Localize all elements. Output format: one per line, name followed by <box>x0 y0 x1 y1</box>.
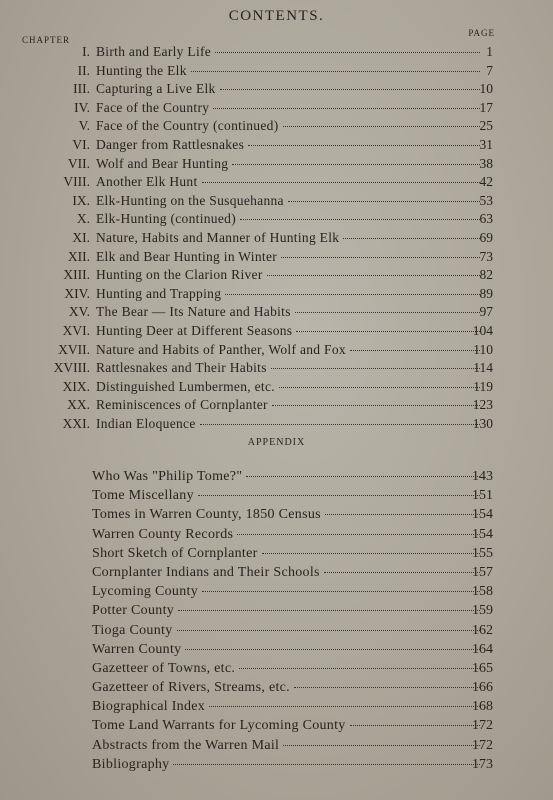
chapter-title: Birth and Early Life <box>96 44 212 59</box>
dot-leader <box>191 70 480 72</box>
dot-leader <box>262 552 480 554</box>
appendix-entry <box>92 736 484 755</box>
appendix-title: Cornplanter Indians and Their Schools <box>92 564 320 580</box>
chapter-number: XXI. <box>62 415 90 431</box>
chapter-number: VI. <box>72 136 90 152</box>
appendix-title: Tome Land Warrants for Lycoming County <box>92 718 346 734</box>
chapter-title: Elk-Hunting (continued) <box>96 211 236 227</box>
chapter-page-number: 82 <box>479 267 493 283</box>
dot-leader <box>202 181 480 183</box>
chapter-row <box>0 378 553 397</box>
dot-leader <box>173 763 480 765</box>
chapter-page-number: 69 <box>479 229 493 245</box>
appendix-title: Gazetteer of Towns, etc. <box>92 660 236 676</box>
appendix-title: Bibliography <box>92 756 170 772</box>
chapter-entry <box>96 303 484 322</box>
appendix-title: Who Was "Philip Tome?" <box>92 469 243 484</box>
appendix-row <box>0 640 553 659</box>
dot-leader <box>198 494 480 496</box>
appendix-page-number: 165 <box>472 660 493 676</box>
chapter-row <box>0 285 553 304</box>
appendix-entry <box>92 640 484 659</box>
dot-leader <box>271 367 480 369</box>
chapter-row <box>0 322 553 341</box>
chapter-title: Hunting on the Clarion River <box>96 267 263 283</box>
appendix-row <box>0 486 553 505</box>
dot-leader <box>350 724 480 726</box>
appendix-entry <box>92 582 484 601</box>
chapter-page-number: 53 <box>479 192 493 208</box>
chapter-title: Capturing a Live Elk <box>96 81 216 97</box>
appendix-entry <box>92 486 484 505</box>
chapter-page-number: 31 <box>479 136 493 152</box>
chapter-number: XVIII. <box>53 360 90 376</box>
chapter-number: IX. <box>72 192 90 208</box>
dot-leader <box>225 293 480 295</box>
chapter-page-number: 114 <box>473 360 493 376</box>
chapter-row <box>0 396 553 415</box>
appendix-row <box>0 582 553 601</box>
chapter-entry <box>96 359 484 378</box>
chapter-entry <box>96 285 484 304</box>
dot-leader <box>232 163 480 165</box>
chapter-column-header: CHAPTER <box>22 35 71 45</box>
appendix-entry <box>92 505 484 524</box>
chapter-page-number: 104 <box>472 322 493 338</box>
dot-leader <box>281 256 480 258</box>
dot-leader <box>248 144 480 146</box>
dot-leader <box>295 311 480 313</box>
chapter-number: XII. <box>67 248 90 264</box>
chapter-number: IV. <box>74 99 90 115</box>
appendix-page-number: 155 <box>472 545 493 561</box>
chapter-row <box>0 43 553 62</box>
dot-leader <box>279 386 480 388</box>
appendix-row <box>0 467 553 486</box>
chapter-entry <box>96 322 484 341</box>
chapter-number: XIV. <box>64 285 90 301</box>
chapter-title: Elk-Hunting on the Susquehanna <box>96 192 284 208</box>
appendix-title: Tomes in Warren County, 1850 Census <box>92 507 321 523</box>
appendix-title: Biographical Index <box>92 699 206 715</box>
appendix-page-number: 164 <box>472 641 493 657</box>
appendix-page-number: 143 <box>472 469 493 484</box>
dot-leader <box>215 51 480 53</box>
chapter-number: XVII. <box>58 341 90 357</box>
chapter-entry <box>96 117 484 136</box>
chapter-entry <box>96 396 484 415</box>
chapter-number: XI. <box>72 229 90 245</box>
chapter-page-number: 42 <box>479 174 493 190</box>
chapter-row <box>0 173 553 192</box>
appendix-title: Tome Miscellany <box>92 488 194 504</box>
appendix-row <box>0 505 553 524</box>
chapter-title: Indian Eloquence <box>96 415 196 431</box>
chapter-number: V. <box>78 118 90 134</box>
chapter-page-number: 73 <box>479 248 493 264</box>
chapter-row <box>0 415 553 434</box>
dot-leader <box>288 200 480 202</box>
appendix-entry <box>92 563 484 582</box>
appendix-row <box>0 755 553 774</box>
chapter-entry <box>96 43 484 62</box>
chapter-row <box>0 266 553 285</box>
dot-leader <box>177 629 481 631</box>
chapter-page-number: 10 <box>479 81 493 97</box>
appendix-title: Warren County Records <box>92 526 234 542</box>
dot-leader <box>283 744 480 746</box>
appendix-row <box>0 621 553 640</box>
dot-leader <box>294 686 480 688</box>
chapter-entry <box>96 62 484 81</box>
appendix-row <box>0 716 553 735</box>
chapter-number: VII. <box>67 155 90 171</box>
chapter-page-number: 123 <box>472 397 493 413</box>
dot-leader <box>325 513 480 515</box>
appendix-row <box>0 697 553 716</box>
page-title: CONTENTS. <box>228 8 325 24</box>
chapter-entry <box>96 415 484 434</box>
appendix-page-number: 154 <box>472 526 493 542</box>
appendix-header: APPENDIX <box>247 437 306 448</box>
chapter-row <box>0 303 553 322</box>
chapter-page-number: 7 <box>486 62 493 78</box>
dot-leader <box>283 125 481 127</box>
chapter-page-number: 110 <box>473 341 493 357</box>
dot-leader <box>272 404 480 406</box>
appendix-title: Gazetteer of Rivers, Streams, etc. <box>92 680 290 696</box>
appendix-page-number: 158 <box>472 584 493 600</box>
dot-leader <box>350 349 480 351</box>
chapter-title: Face of the Country <box>96 99 210 115</box>
dot-leader <box>209 705 480 707</box>
dot-leader <box>178 609 480 611</box>
chapter-title: Face of the Country (continued) <box>96 118 279 134</box>
appendix-entry <box>92 621 484 640</box>
appendix-page-number: 162 <box>472 622 493 638</box>
appendix-row <box>0 659 553 678</box>
appendix-entry <box>92 525 484 544</box>
appendix-page-number: 159 <box>472 603 493 619</box>
chapter-number: VIII. <box>63 174 90 190</box>
chapter-entry <box>96 229 484 248</box>
appendix-row <box>0 601 553 620</box>
chapter-entry <box>96 266 484 285</box>
chapter-number: X. <box>76 211 90 227</box>
chapter-row <box>0 136 553 155</box>
chapter-row <box>0 359 553 378</box>
chapter-title: The Bear — Its Nature and Habits <box>96 304 291 320</box>
chapter-title: Elk and Bear Hunting in Winter <box>96 248 278 264</box>
chapter-title: Reminiscences of Cornplanter <box>96 397 268 413</box>
appendix-list <box>0 467 553 774</box>
appendix-page-number: 157 <box>472 564 493 580</box>
dot-leader <box>200 423 480 425</box>
chapter-entry <box>96 341 484 360</box>
chapter-row <box>0 210 553 229</box>
dot-leader <box>237 533 480 535</box>
appendix-row <box>0 544 553 563</box>
chapter-number: I. <box>82 44 90 59</box>
appendix-page-number: 168 <box>472 699 493 715</box>
appendix-title: Potter County <box>92 603 175 619</box>
chapter-title: Nature, Habits and Manner of Hunting Elk <box>96 229 340 245</box>
appendix-title: Tioga County <box>92 622 173 638</box>
chapter-row <box>0 117 553 136</box>
chapter-title: Hunting and Trapping <box>96 285 222 301</box>
dot-leader <box>185 648 480 650</box>
chapter-entry <box>96 378 484 397</box>
appendix-page-number: 172 <box>472 737 493 753</box>
chapter-row <box>0 62 553 81</box>
appendix-entry <box>92 544 484 563</box>
chapter-title: Rattlesnakes and Their Habits <box>96 360 267 376</box>
chapter-number: XX. <box>67 397 90 413</box>
appendix-row <box>0 563 553 582</box>
chapter-number: XIII. <box>63 267 90 283</box>
appendix-entry <box>92 697 484 716</box>
chapter-entry <box>96 99 484 118</box>
chapter-page-number: 119 <box>473 378 493 394</box>
appendix-page-number: 166 <box>472 680 493 696</box>
chapter-row <box>0 99 553 118</box>
chapter-row <box>0 248 553 267</box>
chapter-title: Distinguished Lumbermen, etc. <box>96 378 275 394</box>
chapter-page-number: 17 <box>479 99 493 115</box>
appendix-entry <box>92 716 484 735</box>
chapter-title: Danger from Rattlesnakes <box>96 136 245 152</box>
dot-leader <box>267 274 480 276</box>
chapter-entry <box>96 248 484 267</box>
appendix-page-number: 151 <box>472 488 493 504</box>
chapter-title: Nature and Habits of Panther, Wolf and Fox <box>96 341 346 357</box>
appendix-row <box>0 678 553 697</box>
chapter-title: Hunting Deer at Different Seasons <box>96 322 293 338</box>
chapter-row <box>0 192 553 211</box>
chapter-entry <box>96 155 484 174</box>
dot-leader <box>343 237 480 239</box>
appendix-title: Short Sketch of Cornplanter <box>92 545 258 561</box>
chapter-row <box>0 229 553 248</box>
chapter-page-number: 1 <box>486 44 493 59</box>
chapter-number: XV. <box>68 304 90 320</box>
appendix-title: Abstracts from the Warren Mail <box>92 737 280 753</box>
appendix-entry <box>92 659 484 678</box>
appendix-entry <box>92 678 484 697</box>
appendix-title: Warren County <box>92 641 182 657</box>
chapter-entry <box>96 192 484 211</box>
appendix-entry <box>92 601 484 620</box>
dot-leader <box>202 590 480 592</box>
chapter-page-number: 89 <box>479 285 493 301</box>
chapter-number: XIX. <box>62 378 90 394</box>
chapter-title: Hunting the Elk <box>96 62 187 78</box>
appendix-page-number: 173 <box>472 756 493 772</box>
chapter-page-number: 38 <box>479 155 493 171</box>
dot-leader <box>240 218 480 220</box>
page-column-header: PAGE <box>468 28 495 38</box>
dot-leader <box>296 330 480 332</box>
chapter-entry <box>96 136 484 155</box>
appendix-title: Lycoming County <box>92 584 198 600</box>
chapter-number: XVI. <box>62 322 90 338</box>
appendix-row <box>0 525 553 544</box>
chapter-page-number: 97 <box>479 304 493 320</box>
chapter-title: Wolf and Bear Hunting <box>96 155 229 171</box>
chapter-page-number: 25 <box>479 118 493 134</box>
appendix-entry <box>92 755 484 774</box>
dot-leader <box>220 88 480 90</box>
chapter-number: III. <box>73 81 90 97</box>
dot-leader <box>239 667 480 669</box>
appendix-page-number: 154 <box>472 507 493 523</box>
chapter-entry <box>96 173 484 192</box>
chapter-list <box>0 43 553 433</box>
dot-leader <box>246 475 480 477</box>
chapter-page-number: 130 <box>472 415 493 431</box>
chapter-entry <box>96 210 484 229</box>
appendix-row <box>0 736 553 755</box>
dot-leader <box>213 107 480 109</box>
chapter-entry <box>96 80 484 99</box>
chapter-row <box>0 80 553 99</box>
appendix-entry <box>92 467 484 486</box>
dot-leader <box>324 571 480 573</box>
chapter-number: II. <box>77 62 90 78</box>
chapter-title: Another Elk Hunt <box>96 174 198 190</box>
appendix-page-number: 172 <box>472 718 493 734</box>
chapter-page-number: 63 <box>479 211 493 227</box>
chapter-row <box>0 341 553 360</box>
chapter-row <box>0 155 553 174</box>
